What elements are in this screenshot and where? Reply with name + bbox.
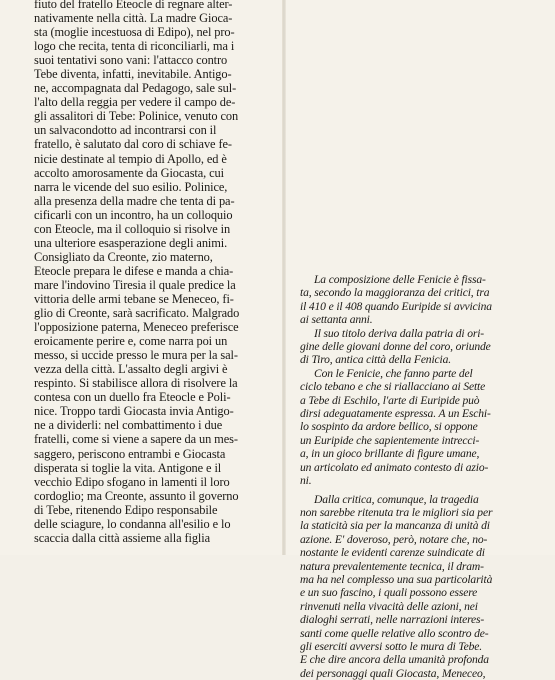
- title-origin-paragraph: Il suo titolo deriva dalla patria di ori- gine delle giovani donne del coro, oriunde di Tiro, antica città della Fenicia.: [300, 327, 526, 367]
- left-text-column: [34, 0, 278, 545]
- criticism-paragraph: Dalla critica, comunque, la tragedia non sarebbe ritenuta tra le migliori sia per la staticità sia per la mancanza di unità di azione. E' doveroso, però, notare che, no- nostante le evidenti carenze suindicate di natura prevalentemente tecnica, il dram- ma ha nel complesso una sua particolarità e un suo fascino, i quali possono essere rinvenuti nella vivacità delle azioni, nei dialoghi serrati, nelle narrazioni interes- santi come quelle relative allo scontro de- gli eserciti avversi sotto le mura di Tebe. E che dire ancora della umanità profonda dei personaggi quali Giocasta, Meneceo,: [300, 493, 526, 680]
- right-text-column: [300, 273, 526, 680]
- theban-cycle-paragraph: Con le Fenicie, che fanno parte del ciclo tebano e che si riallacciano ai Sette a Tebe di Eschilo, l'arte di Euripide può dirsi adeguatamente espressa. A un Eschi- lo sospinto da ardore bellico, si oppone un Euripide che sapientemente intrecci- a, in un gioco brillante di figure umane, un articolato ed animato contesto di azio- ni.: [300, 367, 526, 488]
- plot-summary-paragraph: fiuto del fratello Eteocle di regnare alter- nativamente nella città. La madre Gioca- sta (moglie incestuosa di Edipo), nel pro- logo che recita, tenta di riconciliarli, ma i suoi tentativi sono vani: l'attacco contro Tebe diventa, infatti, inevitabile. Antigo- ne, accompagnata dal Pedagogo, sale sul- l'alto della reggia per vedere il campo de- gli assalitori di Tebe: Polinice, venuto con un salvacondotto ad incontrarsi con il fratello, è salutato dal coro di schiave fe- nicie destinate al tempio di Apollo, ed è accolto amorosamente da Giocasta, cui narra le vicende del suo esilio. Polinice, alla presenza della madre che tenta di pa- cificarli con un incontro, ha un colloquio con Eteocle, ma il colloquio si risolve in una ulteriore esasperazione degli animi. Consigliato da Creonte, zio materno, Eteocle prepara le difese e manda a chia- mare l'indovino Tiresia il quale predice la vittoria delle armi tebane se Meneceo, fi- glio di Creonte, sarà sacrificato. Malgrado l'opposizione paterna, Meneceo preferisce eroicamente perire e, come narra poi un messo, si uccide presso le mura per la sal- vezza della città. L'assalto degli argivi è respinto. Si stabilisce allora di risolvere la contesa con un duello fra Eteocle e Poli- nice. Troppo tardi Giocasta invia Antigo- ne a dividerli: nel combattimento i due fratelli, come si viene a sapere da un mes- saggero, periscono entrambi e Giocasta disperata si toglie la vita. Antigone e il vecchio Edipo sfogano in lamenti il loro cordoglio; ma Creonte, assunto il governo di Tebe, ritenendo Edipo responsabile delle sciagure, lo condanna all'esilio e lo scaccia dalla città assieme alla figlia: [34, 0, 278, 545]
- composition-date-paragraph: La composizione delle Fenicie è fissa- ta, secondo la maggioranza dei critici, tra il 410 e il 408 quando Euripide si avvicina ai settanta anni.: [300, 273, 526, 327]
- page-fold-shadow: [282, 0, 286, 555]
